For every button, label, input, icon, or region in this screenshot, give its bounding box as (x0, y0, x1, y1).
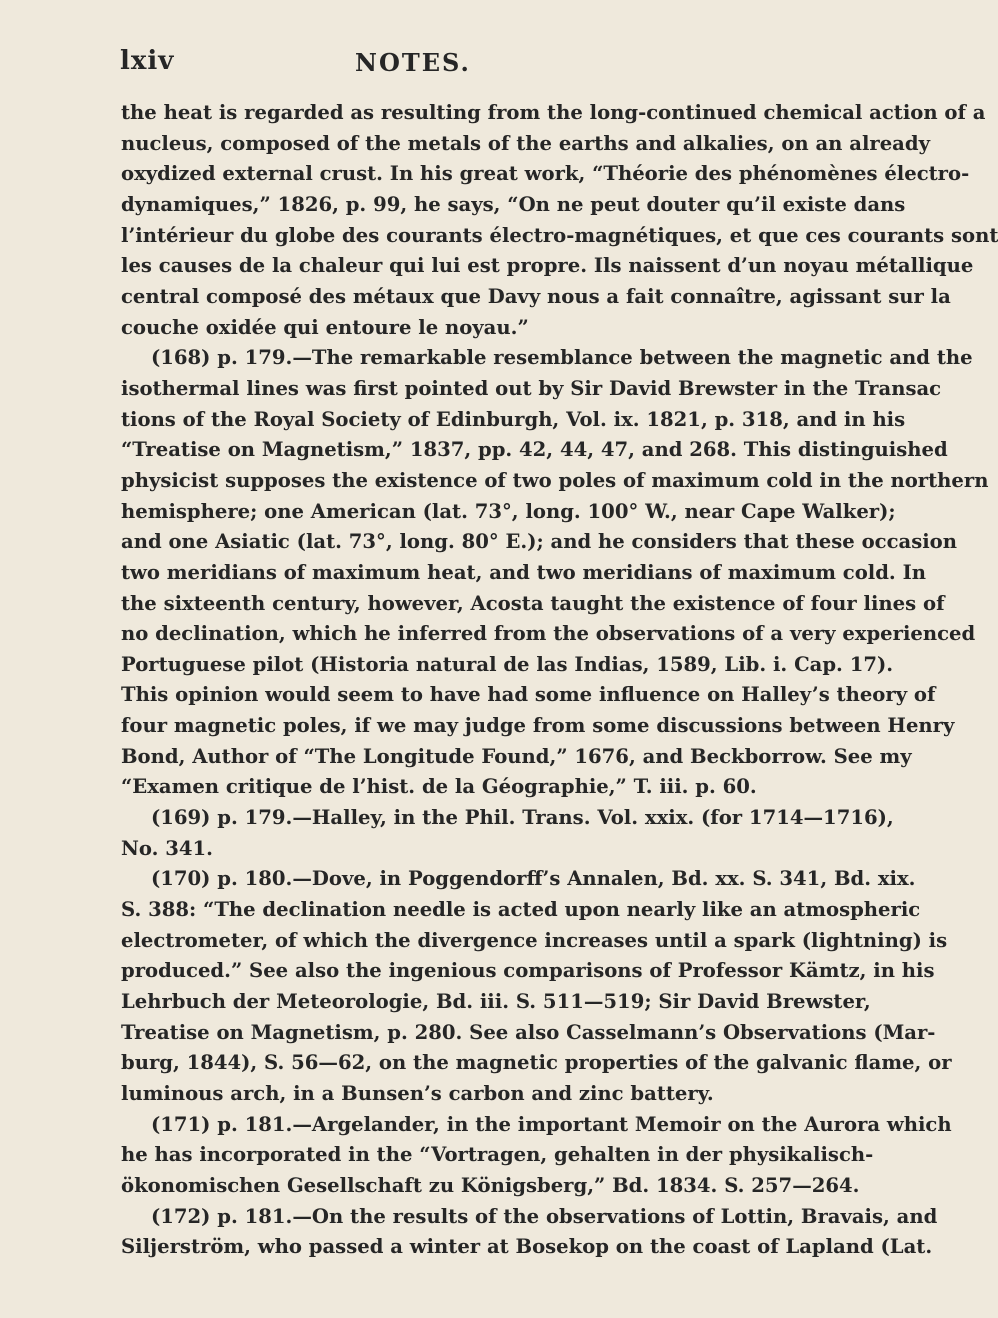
text-line: couche oxidée qui entoure le noyau.” (121, 315, 529, 339)
page-header (120, 46, 770, 86)
text-line: central composé des métaux que Davy nous a fait connaître, agissant sur la (121, 284, 951, 308)
text-line: Lehrbuch der Meteorologie, Bd. iii. S. 511—519; Sir David Brewster, (121, 990, 871, 1014)
note-168 (121, 343, 989, 803)
paragraph-continuation (121, 98, 998, 343)
text-line: the sixteenth century, however, Acosta taught the existence of four lines of (121, 591, 945, 615)
text-line: les causes de la chaleur qui lui est propre. Ils naissent d’un noyau métallique (121, 254, 974, 278)
text-line: physicist supposes the existence of two poles of maximum cold in the northern (121, 468, 989, 492)
note-170 (121, 864, 952, 1109)
text-line: electrometer, of which the divergence increases until a spark (lightning) is (121, 928, 948, 952)
text-line: (170) p. 180.—Dove, in Poggendorff’s Annalen, Bd. xx. S. 341, Bd. xix. (151, 867, 916, 891)
text-line: This opinion would seem to have had some influence on Halley’s theory of (121, 683, 936, 707)
text-line: Siljerström, who passed a winter at Bosekop on the coast of Lapland (Lat. (121, 1235, 933, 1259)
page-number: lxiv (120, 46, 175, 76)
text-line: luminous arch, in a Bunsen’s carbon and zinc battery. (121, 1082, 714, 1105)
text-line: no declination, which he inferred from the observations of a very experienced (121, 622, 976, 646)
text-line: hemisphere; one American (lat. 73°, long. 100° W., near Cape Walker); (121, 499, 896, 523)
text-line: l’intérieur du globe des courants électro-magnétiques, et que ces courants sont (121, 223, 998, 247)
text-line: isothermal lines was first pointed out by Sir David Brewster in the Transac (121, 376, 942, 400)
text-line: the heat is regarded as resulting from the long-continued chemical action of a (121, 101, 986, 124)
text-line: Treatise on Magnetism, p. 280. See also Casselmann’s Observations (Mar- (121, 1020, 936, 1044)
text-line: Bond, Author of “The Longitude Found,” 1676, and Beckborrow. See my (121, 744, 912, 768)
text-line: “Treatise on Magnetism,” 1837, pp. 42, 44, 47, and 268. This distinguished (121, 438, 948, 462)
note-171 (121, 1110, 952, 1202)
body-text (121, 98, 998, 1263)
text-line: two meridians of maximum heat, and two meridians of maximum cold. In (121, 560, 926, 584)
running-head: NOTES. (355, 48, 471, 77)
text-line: ökonomischen Gesellschaft zu Königsberg,” Bd. 1834. S. 257—264. (121, 1173, 860, 1197)
text-line: (168) p. 179.—The remarkable resemblance between the magnetic and the (151, 346, 973, 370)
text-line: nucleus, composed of the metals of the earths and alkalies, on an already (121, 131, 930, 155)
text-line: burg, 1844), S. 56—62, on the magnetic properties of the galvanic flame, or (121, 1051, 952, 1075)
text-line: (172) p. 181.—On the results of the observations of Lottin, Bravais, and (151, 1204, 938, 1228)
note-169 (121, 803, 894, 864)
text-line: four magnetic poles, if we may judge from some discussions between Henry (121, 714, 955, 738)
text-line: tions of the Royal Society of Edinburgh, Vol. ix. 1821, p. 318, and in his (121, 407, 906, 431)
text-line: (169) p. 179.—Halley, in the Phil. Trans. Vol. xxix. (for 1714—1716), (151, 806, 894, 830)
text-line: and one Asiatic (lat. 73°, long. 80° E.); and he considers that these occasion (121, 530, 957, 554)
note-172 (121, 1202, 938, 1263)
text-line: oxydized external crust. In his great work, “Théorie des phénomènes électro- (121, 162, 970, 186)
text-line: dynamiques,” 1826, p. 99, he says, “On ne peut douter qu’il existe dans (121, 192, 906, 216)
text-line: produced.” See also the ingenious comparisons of Professor Kämtz, in his (121, 959, 935, 983)
text-line: No. 341. (121, 836, 213, 860)
text-line: he has incorporated in the “Vortragen, gehalten in der physikalisch- (121, 1143, 874, 1167)
text-line: S. 388: “The declination needle is acted upon nearly like an atmospheric (121, 898, 921, 922)
text-line: (171) p. 181.—Argelander, in the important Memoir on the Aurora which (151, 1112, 952, 1136)
text-line: “Examen critique de l’hist. de la Géographie,” T. iii. p. 60. (121, 775, 757, 799)
text-line: Portuguese pilot (Historia natural de las Indias, 1589, Lib. i. Cap. 17). (121, 652, 894, 676)
